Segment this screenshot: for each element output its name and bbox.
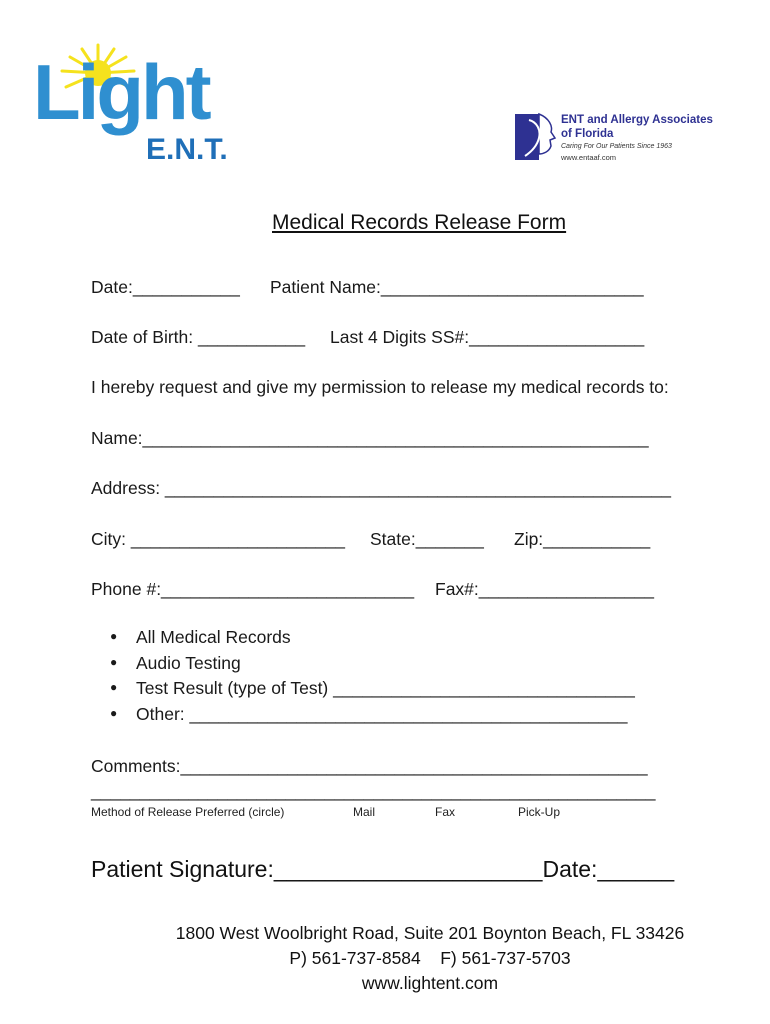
state-field[interactable]: State:_______ — [370, 529, 484, 549]
light-ent-logo — [30, 35, 230, 175]
method-pickup[interactable]: Pick-Up — [518, 805, 561, 819]
logo-brand-main: Light — [33, 48, 209, 136]
city-field[interactable]: City: ______________________ — [91, 529, 345, 549]
date-field[interactable]: Date:___________ — [91, 277, 240, 297]
request-statement: I hereby request and give my permission to release my medical records to: — [91, 377, 669, 397]
logo-brand-sub: E.N.T. — [146, 133, 228, 166]
option-all-records[interactable]: ● All Medical Records — [110, 627, 635, 653]
option-other[interactable]: ● Other: _____________________________________________ — [110, 704, 635, 730]
form-title: Medical Records Release Form — [272, 211, 567, 234]
dob-field[interactable]: Date of Birth: ___________ — [91, 327, 306, 347]
method-mail[interactable]: Mail — [353, 805, 376, 819]
option-test-result[interactable]: ● Test Result (type of Test) _______________________________ — [110, 678, 635, 704]
partner-url: www.entaaf.com — [561, 153, 617, 162]
option-audio-testing[interactable]: ● Audio Testing — [110, 653, 635, 679]
footer-address: 1800 West Woolbright Road, Suite 201 Boynton Beach, FL 33426 — [175, 923, 685, 943]
address-field[interactable]: Address: ____________________________________________________ — [91, 478, 672, 498]
records-options-list — [110, 627, 635, 729]
footer-phones: P) 561-737-8584 F) 561-737-5703 — [289, 948, 571, 968]
comments-line-2[interactable]: __________________________________________________________ — [91, 781, 656, 801]
partner-name-line1: ENT and Allergy Associates — [561, 114, 713, 126]
partner-logo — [515, 112, 715, 164]
patient-signature-line[interactable]: Patient Signature:_____________________Date:______ — [91, 856, 675, 882]
footer-website[interactable]: www.lightent.com — [361, 973, 499, 993]
patient-name-field[interactable]: Patient Name:___________________________ — [270, 277, 644, 297]
ssn-field[interactable]: Last 4 Digits SS#:__________________ — [330, 327, 645, 347]
recipient-name-field[interactable]: Name:____________________________________________________ — [91, 428, 649, 448]
comments-field[interactable]: Comments:________________________________________________ — [91, 756, 648, 776]
method-fax[interactable]: Fax — [435, 805, 456, 819]
method-label: Method of Release Preferred (circle) — [91, 805, 285, 819]
partner-tagline: Caring For Our Patients Since 1963 — [561, 143, 672, 150]
phone-field[interactable]: Phone #:__________________________ — [91, 579, 415, 599]
face-profile-icon — [515, 112, 557, 162]
fax-field[interactable]: Fax#:__________________ — [435, 579, 654, 599]
zip-field[interactable]: Zip:___________ — [514, 529, 651, 549]
partner-name-line2: of Florida — [561, 128, 614, 140]
